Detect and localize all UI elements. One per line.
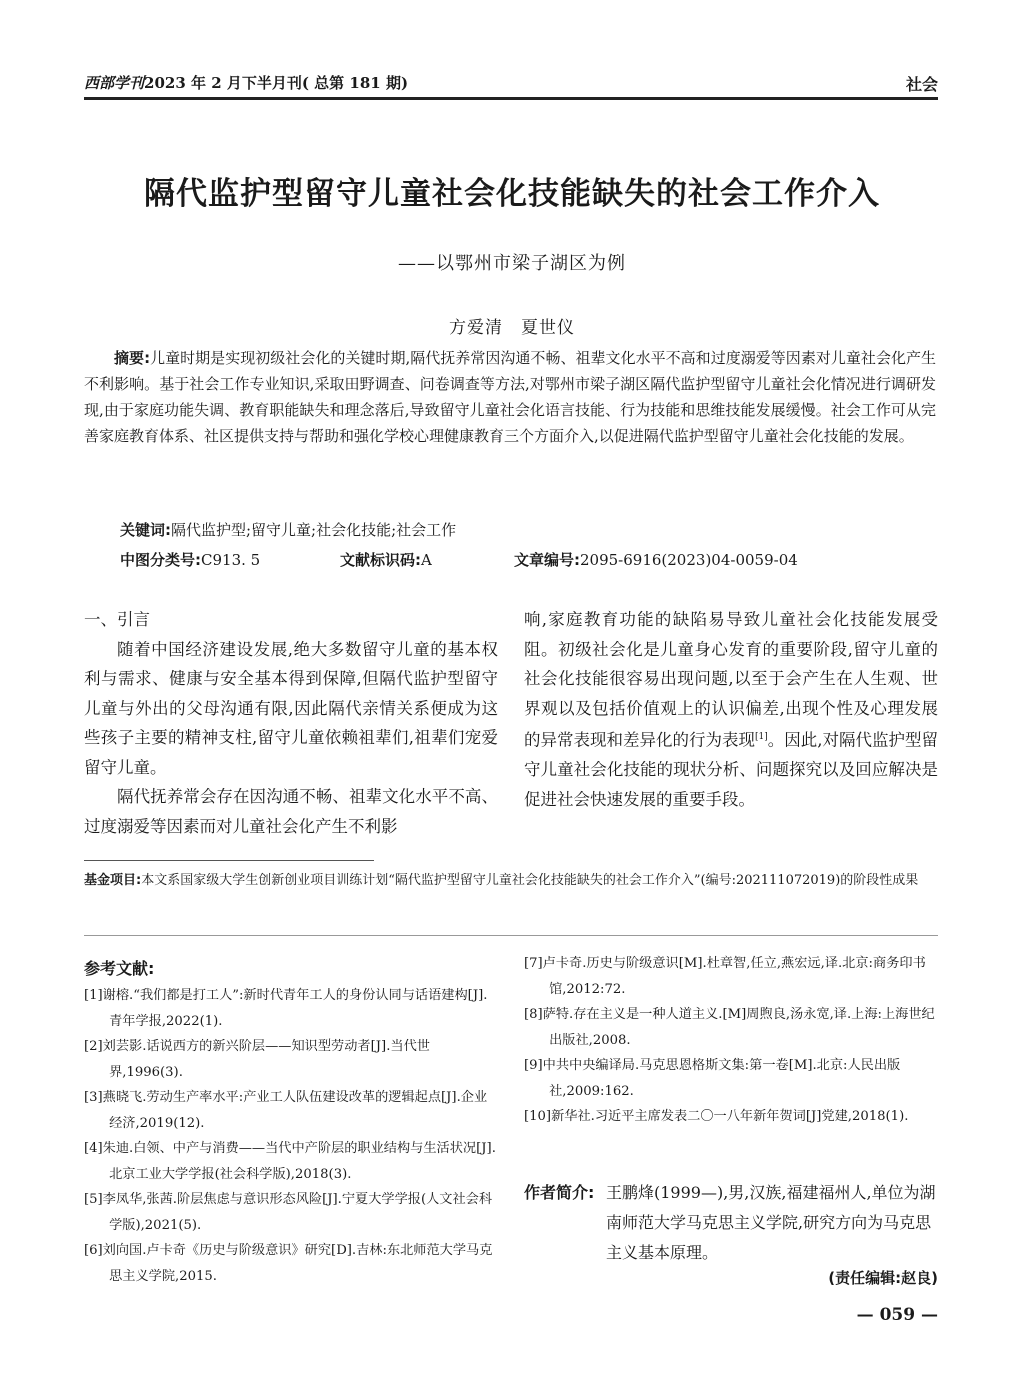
author-intro-text: 王鹏烽(1999—),男,汉族,福建福州人,单位为湖南师范大学马克思主义学院,研究方向为马克思主义基本原理。 bbox=[606, 1183, 936, 1262]
clc-number bbox=[120, 549, 260, 570]
keywords bbox=[120, 519, 456, 540]
clc-value: C913. 5 bbox=[201, 551, 261, 569]
section-label: 社会 bbox=[905, 75, 938, 94]
body-paragraph: 随着中国经济建设发展,绝大多数留守儿童的基本权利与需求、健康与安全基本得到保障,但隔代监护型留守儿童与外出的父母沟通有限,因此隔代亲情关系便成为这些孩子主要的精神支柱,留守儿童依赖祖辈们,祖辈们宠爱留守儿童。 bbox=[84, 639, 498, 777]
responsible-editor: (责任编辑:赵良) bbox=[828, 1269, 938, 1287]
reference-item: [6]刘向国.卢卡奇《历史与阶级意识》研究[D].吉林:东北师范大学马克思主义学院,2015. bbox=[84, 1243, 493, 1284]
reference-item: [2]刘芸影.话说西方的新兴阶层——知识型劳动者[J].当代世界,1996(3). bbox=[84, 1039, 430, 1080]
doc-label: 文献标识码: bbox=[340, 551, 421, 569]
body-paragraph bbox=[524, 605, 938, 814]
reference-item: [9]中共中央编译局.马克思恩格斯文集:第一卷[M].北京:人民出版社,2009:162. bbox=[524, 1058, 901, 1099]
author-intro bbox=[524, 1178, 938, 1262]
references-title: 参考文献: bbox=[84, 959, 155, 978]
reference-item: [1]谢榕.“我们都是打工人”:新时代青年工人的身份认同与话语建构[J].青年学报,2022(1). bbox=[84, 988, 488, 1029]
reference-item: [3]燕晓飞.劳动生产率水平:产业工人队伍建设改革的逻辑起点[J].企业经济,2019(12). bbox=[84, 1090, 488, 1131]
fund-text: 本文系国家级大学生创新创业项目训练计划“隔代监护型留守儿童社会化技能缺失的社会工作介入”(编号:202111072019)的阶段性成果 bbox=[141, 873, 919, 888]
section-separator bbox=[84, 935, 938, 936]
abstract-label: 摘要: bbox=[114, 349, 151, 367]
reference-item: [4]朱迪.白领、中产与消费——当代中产阶层的职业结构与生活状况[J].北京工业大学学报(社会科学版),2018(3). bbox=[84, 1141, 496, 1182]
fund-label: 基金项目: bbox=[84, 873, 142, 888]
running-header bbox=[84, 72, 408, 93]
citation-ref: [1] bbox=[755, 732, 768, 742]
body-text: 。因此,对隔代监护型留守儿童社会化技能的现状分析、问题探究以及回应解决是促进社会快速发展的重要手段。 bbox=[524, 730, 938, 809]
reference-item: [5]李凤华,张茜.阶层焦虑与意识形态风险[J].宁夏大学学报(人文社会科学版),2021(5). bbox=[84, 1192, 493, 1233]
fund-note bbox=[84, 870, 936, 892]
body-text: 响,家庭教育功能的缺陷易导致儿童社会化技能发展受阻。初级社会化是儿童身心发育的重要阶段,留守儿童的社会化技能很容易出现问题,以至于会产生在人生观、世界观以及包括价值观上的认识偏差,出现个性及心理发展的异常表现和差异化的行为表现 bbox=[524, 610, 938, 750]
article-authors: 方爱清 夏世仪 bbox=[449, 318, 575, 338]
footnote-rule bbox=[84, 860, 374, 861]
body-paragraph: 隔代抚养常会存在因沟通不畅、祖辈文化水平不高、过度溺爱等因素而对儿童社会化产生不利影 bbox=[84, 787, 498, 836]
clc-label: 中图分类号: bbox=[120, 551, 201, 569]
article-number bbox=[514, 549, 798, 570]
reference-item: [10]新华社.习近平主席发表二〇一八年新年贺词[J]党建,2018(1). bbox=[524, 1109, 909, 1124]
article-title: 隔代监护型留守儿童社会化技能缺失的社会工作介入 bbox=[144, 176, 880, 212]
keywords-text: 隔代监护型;留守儿童;社会化技能;社会工作 bbox=[171, 521, 457, 539]
article-number-label: 文章编号: bbox=[514, 551, 580, 569]
doc-code bbox=[340, 549, 432, 570]
reference-item: [7]卢卡奇.历史与阶级意识[M].杜章智,任立,燕宏远,译.北京:商务印书馆,2012:72. bbox=[524, 956, 926, 997]
body-right-column bbox=[524, 605, 938, 814]
header-rule bbox=[84, 97, 938, 100]
issue-info: 2023 年 2 月下半月刊( 总第 181 期) bbox=[144, 74, 409, 92]
author-intro-label: 作者简介: bbox=[524, 1183, 595, 1202]
references-right bbox=[524, 951, 938, 1130]
article-subtitle: ——以鄂州市梁子湖区为例 bbox=[398, 253, 626, 274]
article-number-value: 2095-6916(2023)04-0059-04 bbox=[580, 551, 798, 569]
keywords-label: 关键词: bbox=[120, 521, 171, 539]
reference-item: [8]萨特.存在主义是一种人道主义.[M]周煦良,汤永宽,译.上海:上海世纪出版社,2008. bbox=[524, 1007, 935, 1048]
abstract-text: 儿童时期是实现初级社会化的关键时期,隔代抚养常因沟通不畅、祖辈文化水平不高和过度溺爱等因素对儿童社会化产生不利影响。基于社会工作专业知识,采取田野调查、问卷调查等方法,对鄂州市梁子湖区隔代监护型留守儿童社会化情况进行调研发现,由于家庭功能失调、教育职能缺失和理念落后,导致留守儿童社会化语言技能、行为技能和思维技能发展缓慢。社会工作可从完善家庭教育体系、社区提供支持与帮助和强化学校心理健康教育三个方面介入,以促进隔代监护型留守儿童社会化技能的发展。 bbox=[84, 349, 937, 445]
references-left bbox=[84, 983, 498, 1289]
abstract bbox=[84, 345, 936, 449]
doc-value: A bbox=[421, 551, 432, 569]
body-left-column bbox=[84, 605, 498, 841]
journal-logo: 西部学刊 bbox=[84, 74, 145, 92]
page-number: — 059 — bbox=[856, 1305, 938, 1325]
section-heading: 一、引言 bbox=[84, 610, 150, 629]
